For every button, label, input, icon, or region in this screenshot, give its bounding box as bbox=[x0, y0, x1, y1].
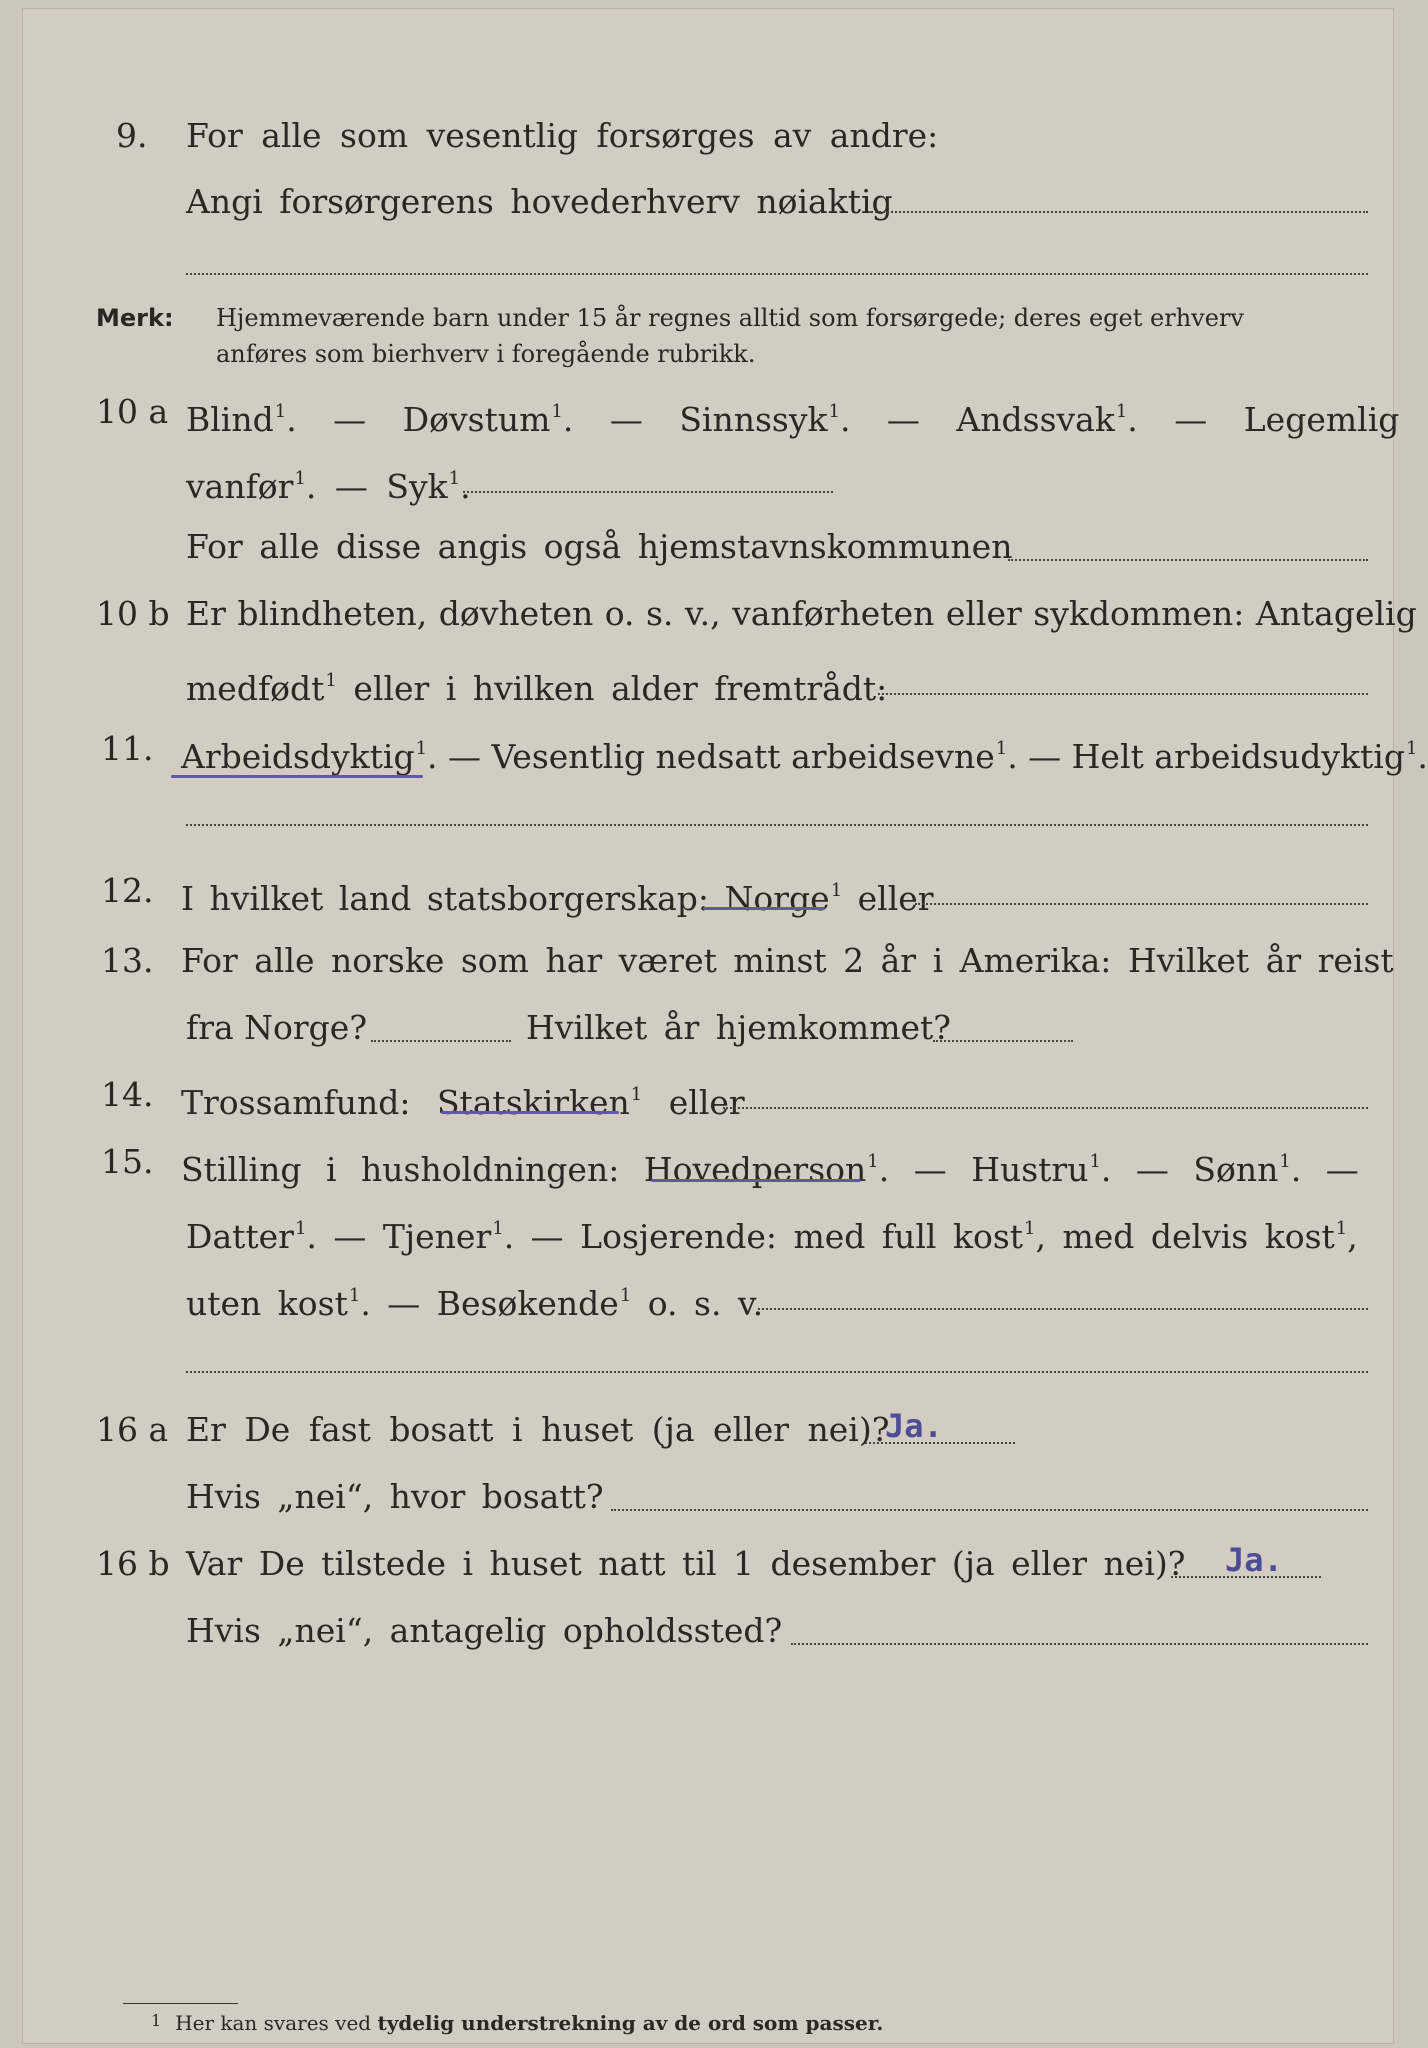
q10a-line2: vanfør$^1$. — Syk$^1$. bbox=[186, 467, 471, 506]
q11-line: Arbeidsdyktig$^1$. — Vesentlig nedsatt arbeidsevne$^1$. — Helt arbeidsudyktig$^1$. bbox=[181, 737, 1428, 776]
q16a-line1: Er De fast bosatt i huset (ja eller nei)? bbox=[186, 1410, 890, 1449]
q16b-line1: Var De tilstede i huset natt til 1 desember (ja eller nei)? bbox=[186, 1544, 1186, 1583]
q12-number: 12. bbox=[101, 871, 154, 910]
q9-answer-line-2 bbox=[186, 273, 1368, 275]
q12-answer-line bbox=[915, 903, 1368, 905]
footnote-rule bbox=[123, 2003, 238, 2004]
q13-number: 13. bbox=[101, 941, 154, 980]
q15-line3: uten kost$^1$. — Besøkende$^1$ o. s. v. bbox=[186, 1284, 764, 1323]
q13-hjemkommet-line bbox=[933, 1040, 1073, 1042]
q16b-handwritten-answer: Ja. bbox=[1225, 1541, 1283, 1579]
q16a-handwritten-answer: Ja. bbox=[885, 1407, 943, 1445]
merk-line2: anføres som bierhverv i foregående rubrikk. bbox=[216, 340, 756, 368]
q10b-answer-line bbox=[878, 693, 1368, 695]
q16a-answer-line bbox=[865, 1442, 1015, 1444]
q15-line2: Datter$^1$. — Tjener$^1$. — Losjerende: med full kost$^1$, med delvis kost$^1$, bbox=[186, 1217, 1358, 1256]
q12-underline-mark bbox=[703, 907, 825, 910]
q13-line1: For alle norske som har været minst 2 år i Amerika: Hvilket år reist bbox=[181, 941, 1394, 980]
q13-reist-line bbox=[371, 1040, 511, 1042]
q14-underline-mark bbox=[441, 1111, 619, 1114]
q16a-number: 16 a bbox=[96, 1410, 169, 1449]
q16b-line2: Hvis „nei“, antagelig opholdssted? bbox=[186, 1611, 783, 1650]
q10b-number: 10 b bbox=[96, 594, 170, 633]
q14-number: 14. bbox=[101, 1075, 154, 1114]
q15-answer-line bbox=[758, 1308, 1368, 1310]
q9-line2: Angi forsørgerens hovederhverv nøiaktig bbox=[186, 182, 893, 221]
merk-line1: Hjemmeværende barn under 15 år regnes alltid som forsørgede; deres eget erhverv bbox=[216, 304, 1244, 332]
q9-answer-line bbox=[868, 211, 1368, 213]
q9-number: 9. bbox=[116, 116, 148, 155]
q9-line1: For alle som vesentlig forsørges av andre: bbox=[186, 116, 939, 155]
q12-line: I hvilket land statsborgerskap: Norge$^1$ eller bbox=[181, 879, 934, 918]
q15-number: 15. bbox=[101, 1142, 154, 1181]
q15-answer-line-2 bbox=[186, 1371, 1368, 1373]
q10b-line2: medfødt$^1$ eller i hvilken alder fremtrådt: bbox=[186, 669, 888, 708]
q11-number: 11. bbox=[101, 729, 154, 768]
q10a-syk-line bbox=[463, 491, 833, 493]
q14-line: Trossamfund: Statskirken$^1$ eller bbox=[181, 1083, 745, 1122]
q16a-bosatt-line bbox=[611, 1509, 1368, 1511]
footnote: $^1$ Her kan svares ved tydelig understrekning av de ord som passer. bbox=[151, 2011, 884, 2035]
merk-label: Merk: bbox=[96, 304, 174, 332]
q11-underline-mark bbox=[171, 775, 423, 778]
census-form-page bbox=[22, 8, 1428, 2044]
q16b-opholdssted-line bbox=[791, 1643, 1368, 1645]
q10a-number: 10 a bbox=[96, 392, 169, 431]
q10a-kommune-line bbox=[1008, 559, 1368, 561]
q15-line1: Stilling i husholdningen: Hovedperson$^1$. — Hustru$^1$. — Sønn$^1$. — bbox=[181, 1150, 1359, 1189]
q10a-line3: For alle disse angis også hjemstavnskommunen bbox=[186, 527, 1013, 566]
q10a-line1: Blind$^1$. — Døvstum$^1$. — Sinnssyk$^1$. — Andssvak$^1$. — Legemlig bbox=[186, 400, 1400, 439]
q13-line2a: fra Norge? bbox=[186, 1008, 368, 1047]
q16b-answer-line bbox=[1171, 1576, 1321, 1578]
q10b-line1: Er blindheten, døvheten o. s. v., vanførheten eller sykdommen: Antagelig bbox=[186, 594, 1417, 633]
q16a-line2: Hvis „nei“, hvor bosatt? bbox=[186, 1477, 604, 1516]
q14-answer-line bbox=[723, 1107, 1368, 1109]
q15-underline-mark bbox=[651, 1179, 861, 1182]
q11-answer-line bbox=[186, 824, 1368, 826]
q13-line2b: Hvilket år hjemkommet? bbox=[526, 1008, 951, 1047]
q16b-number: 16 b bbox=[96, 1544, 170, 1583]
